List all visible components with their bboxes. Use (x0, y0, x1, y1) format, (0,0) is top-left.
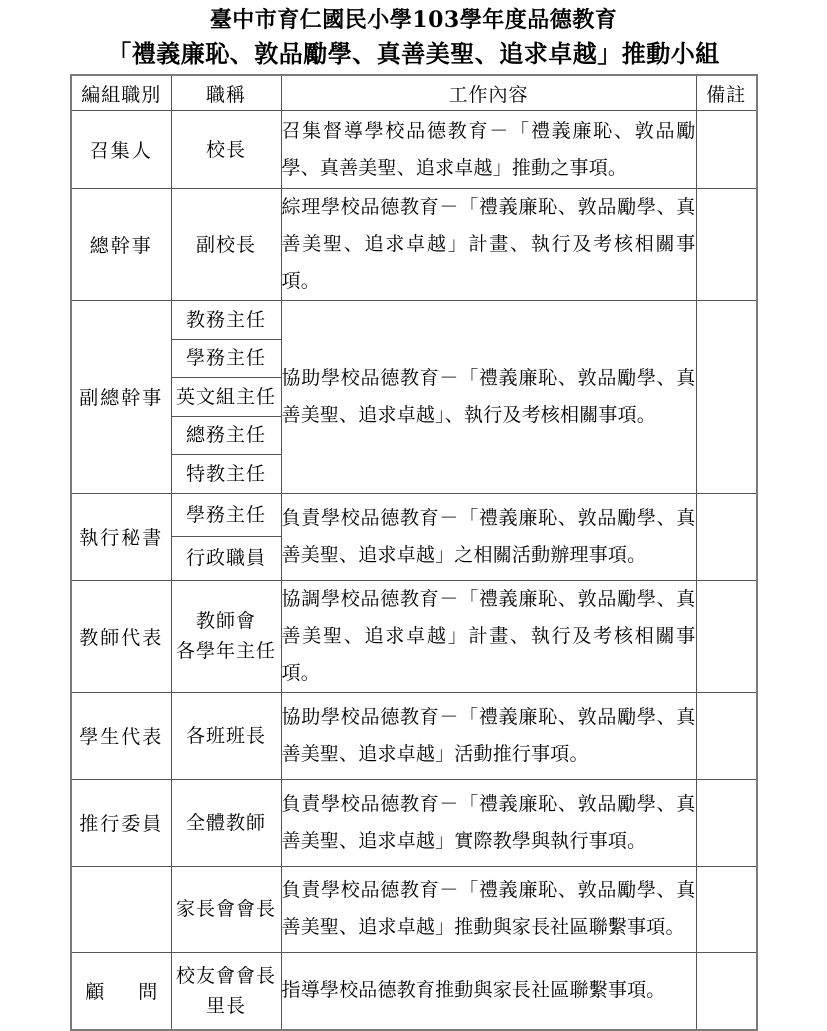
cell-group-role: 總幹事 (71, 189, 171, 301)
cell-remarks (696, 692, 757, 779)
cell-job-title: 各班班長 (171, 692, 281, 779)
table-header-row (71, 75, 757, 111)
header-remarks: 備註 (696, 75, 757, 111)
organization-table (70, 74, 758, 1031)
cell-job-title: 校長 (171, 111, 281, 189)
cell-group-role: 副總幹事 (71, 301, 171, 494)
cell-work-content: 負責學校品德教育－「禮義廉恥、敦品勵學、真善美聖、追求卓越」推動與家長社區聯繫事項。 (281, 866, 696, 952)
group-role-text: 顧問 (85, 981, 158, 1004)
cell-remarks (696, 952, 757, 1030)
cell-remarks (696, 866, 757, 952)
cell-remarks (696, 779, 757, 866)
cell-job-title (171, 580, 281, 692)
table-row (71, 692, 757, 779)
cell-work-content: 召集督導學校品德教育－「禮義廉恥、敦品勵學、真善美聖、追求卓越」推動之事項。 (281, 111, 696, 189)
table-row (71, 111, 757, 189)
table-row (71, 580, 757, 692)
cell-job-title: 教務主任 (171, 301, 281, 340)
cell-work-content: 負責學校品德教育－「禮義廉恥、敦品勵學、真善美聖、追求卓越」實際教學與執行事項。 (281, 779, 696, 866)
cell-remarks (696, 301, 757, 494)
cell-group-role (71, 866, 171, 952)
job-title-line: 里長 (205, 994, 246, 1017)
table-row (71, 493, 757, 537)
cell-remarks (696, 493, 757, 580)
cell-group-role: 學生代表 (71, 692, 171, 779)
cell-work-content: 負責學校品德教育－「禮義廉恥、敦品勵學、真善美聖、追求卓越」之相關活動辦理事項。 (281, 493, 696, 580)
cell-job-title: 學務主任 (171, 339, 281, 378)
header-work-content: 工作內容 (281, 75, 696, 111)
cell-job-title: 家長會會長 (171, 866, 281, 952)
cell-work-content: 綜理學校品德教育－「禮義廉恥、敦品勵學、真善美聖、追求卓越」計畫、執行及考核相關事項。 (281, 189, 696, 301)
table-row (71, 866, 757, 952)
table-row (71, 779, 757, 866)
cell-group-role: 教師代表 (71, 580, 171, 692)
job-title-line: 校友會會長 (175, 964, 276, 987)
cell-group-role: 推行委員 (71, 779, 171, 866)
cell-job-title: 行政職員 (171, 537, 281, 581)
document-title-block (0, 0, 827, 74)
cell-job-title: 全體教師 (171, 779, 281, 866)
cell-work-content: 協調學校品德教育－「禮義廉恥、敦品勵學、真善美聖、追求卓越」計畫、執行及考核相關事項。 (281, 580, 696, 692)
table-row (71, 189, 757, 301)
cell-job-title (171, 952, 281, 1030)
title-line-2: 「禮義廉恥、敦品勵學、真善美聖、追求卓越」推動小組 (107, 39, 720, 68)
header-job-title: 職稱 (171, 75, 281, 111)
cell-remarks (696, 580, 757, 692)
header-group-role: 編組職別 (71, 75, 171, 111)
cell-work-content: 協助學校品德教育－「禮義廉恥、敦品勵學、真善美聖、追求卓越」活動推行事項。 (281, 692, 696, 779)
cell-job-title: 副校長 (171, 189, 281, 301)
job-title-line: 各學年主任 (175, 640, 276, 662)
cell-group-role: 執行秘書 (71, 493, 171, 580)
cell-job-title: 英文組主任 (171, 378, 281, 417)
table-row (71, 301, 757, 340)
cell-job-title: 學務主任 (171, 493, 281, 537)
cell-group-role: 召集人 (71, 111, 171, 189)
job-title-line: 教師會 (195, 610, 256, 632)
cell-job-title: 總務主任 (171, 416, 281, 455)
title-line-1: 臺中市育仁國民小學103學年度品德教育 (209, 7, 618, 33)
cell-remarks (696, 111, 757, 189)
cell-group-role (71, 952, 171, 1030)
cell-work-content: 協助學校品德教育－「禮義廉恥、敦品勵學、真善美聖、追求卓越」、執行及考核相關事項。 (281, 301, 696, 494)
cell-job-title: 特教主任 (171, 455, 281, 494)
cell-remarks (696, 189, 757, 301)
cell-work-content: 指導學校品德教育推動與家長社區聯繫事項。 (281, 952, 696, 1030)
table-row (71, 952, 757, 1030)
